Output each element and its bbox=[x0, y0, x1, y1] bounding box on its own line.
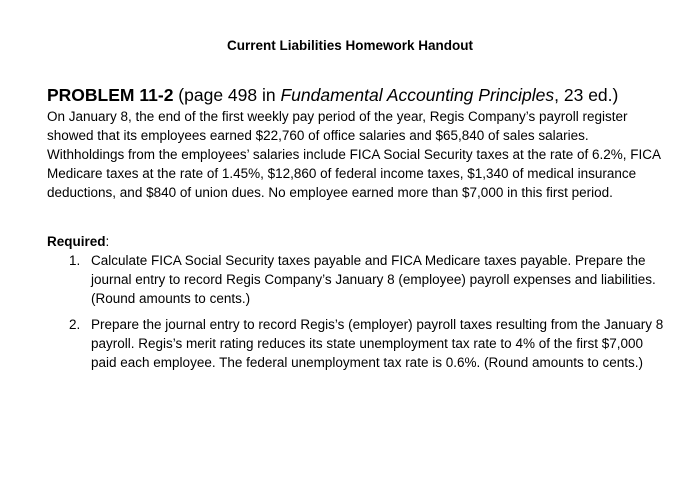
required-colon: : bbox=[105, 234, 110, 249]
required-heading bbox=[47, 232, 667, 251]
required-label: Required bbox=[47, 234, 106, 249]
required-section bbox=[47, 232, 667, 379]
required-item-number: 1. bbox=[69, 253, 81, 268]
problem-body: On January 8, the end of the first weekly pay period of the year, Regis Company’s payroll register showed that its employees earned $22,760 of office salaries and $65,840 of sales salaries. Withholdings from the employees’ salaries include FICA Social Security taxes at the rate of 6.2%, FICA Medicare taxes at the rate of 1.45%, $12,860 of federal income taxes, $1,340 of medical insurance deductions, and $840 of union dues. No employee earned more than $7,000 in this first period. bbox=[47, 109, 661, 200]
problem-section bbox=[47, 84, 667, 202]
problem-heading bbox=[47, 84, 667, 106]
problem-reference-suffix: , 23 ed.) bbox=[554, 85, 619, 105]
required-item-text: Prepare the journal entry to record Regis’s (employer) payroll taxes resulting from the January 8 payroll. Regis’s merit rating reduces its state unemployment tax rate to 4% of the first $7,000 paid each employee. The federal unemployment tax rate is 0.6%. (Round amounts to cents.) bbox=[91, 317, 664, 370]
required-list bbox=[47, 251, 667, 372]
required-item-1 bbox=[47, 251, 667, 308]
problem-number: PROBLEM 11-2 bbox=[47, 85, 174, 105]
required-item-text: Calculate FICA Social Security taxes payable and FICA Medicare taxes payable. Prepare the journal entry to record Regis Company’s January 8 (employee) payroll expenses and liabilities. (Round amounts to cents.) bbox=[91, 253, 656, 306]
required-item-2 bbox=[47, 315, 667, 372]
page-title: Current Liabilities Homework Handout bbox=[226, 38, 474, 53]
required-item-number: 2. bbox=[69, 317, 81, 332]
book-title: Fundamental Accounting Principles bbox=[280, 85, 555, 105]
problem-reference-prefix: (page 498 in bbox=[173, 85, 281, 105]
